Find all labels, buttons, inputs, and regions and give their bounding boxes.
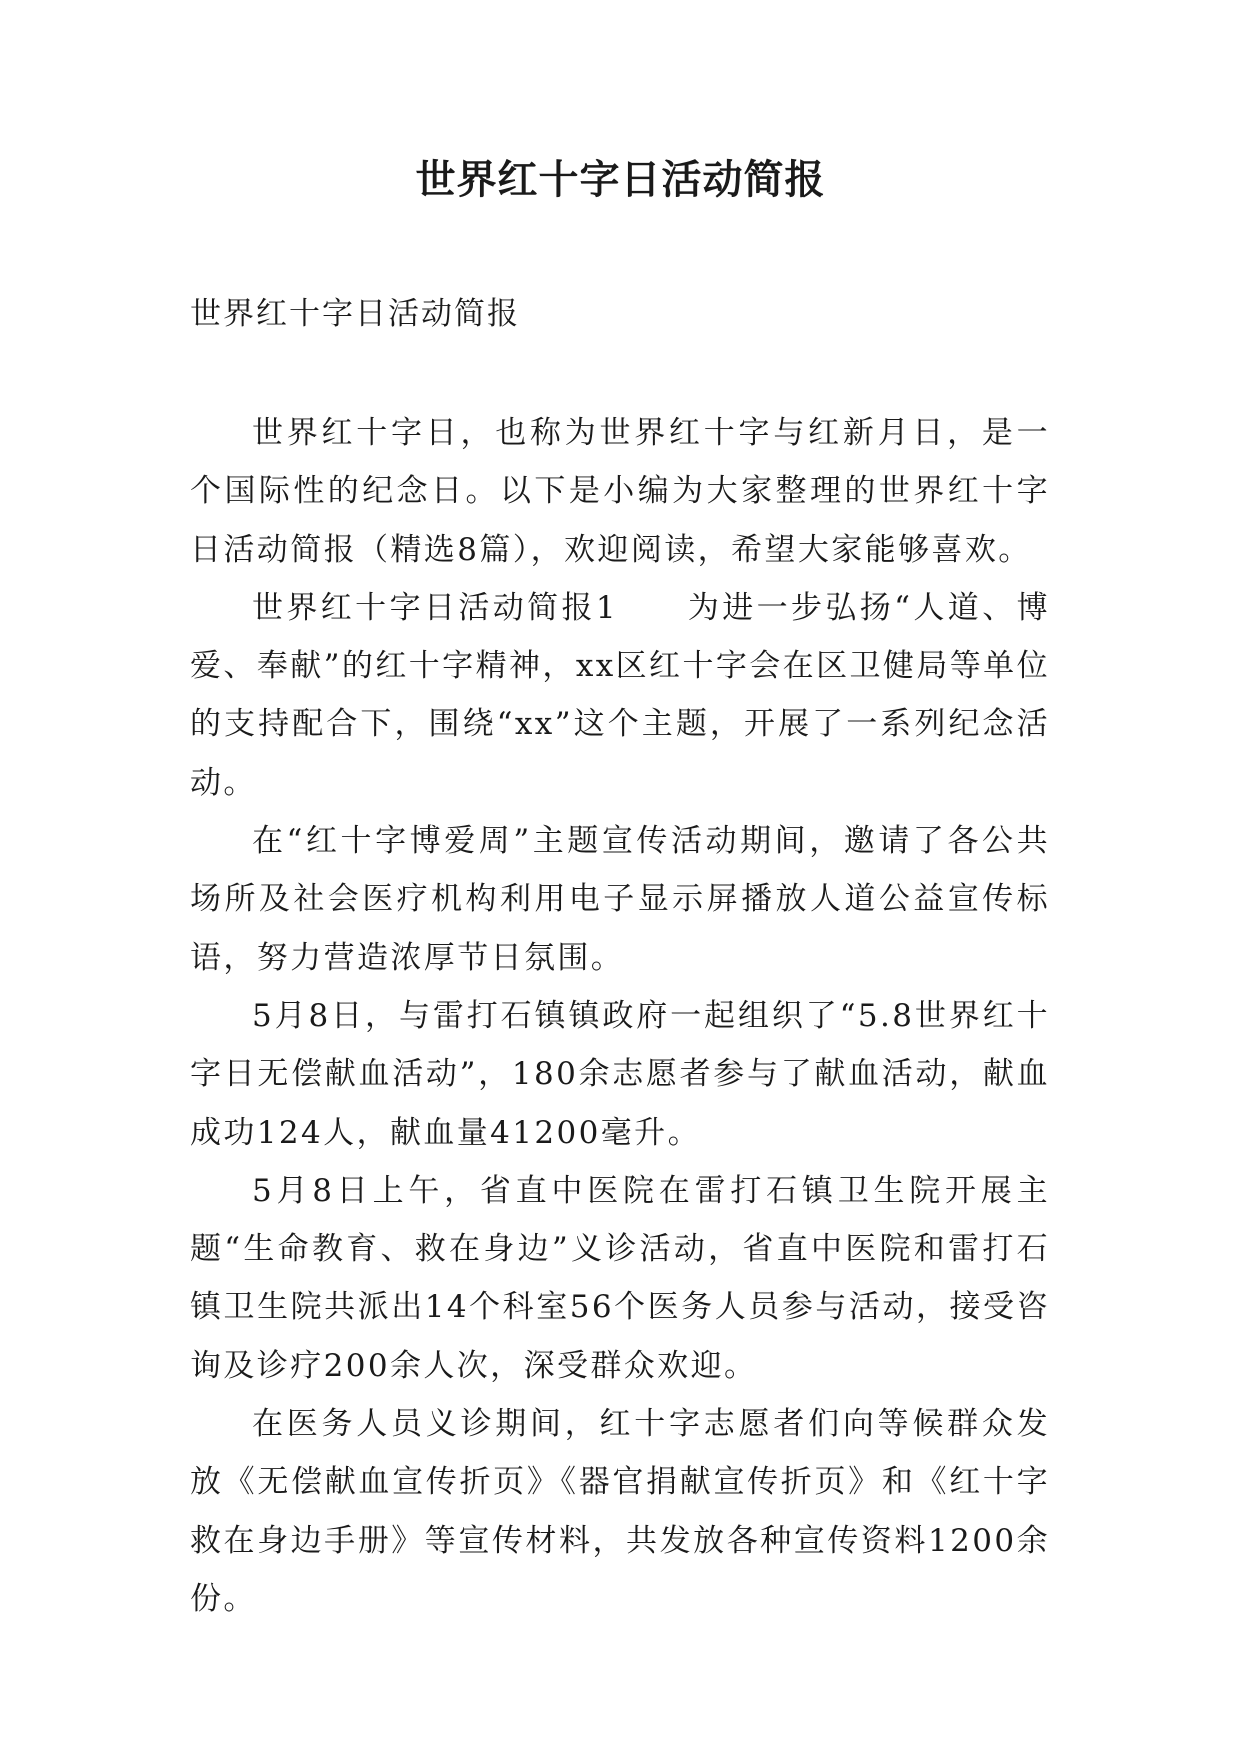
document-body xyxy=(190,404,1050,1628)
paragraph-intro: 世界红十字日，也称为世界红十字与红新月日，是一个国际性的纪念日。以下是小编为大家整理的世界红十字日活动简报（精选8篇），欢迎阅读，希望大家能够喜欢。 xyxy=(190,415,1050,568)
paragraph-free-clinic: 5月8日上午，省直中医院在雷打石镇卫生院开展主题“生命教育、救在身边”义诊活动，省直中医院和雷打石镇卫生院共派出14个科室56个医务人员参与活动，接受咨询及诊疗200余人次，深受群众欢迎。 xyxy=(190,1172,1050,1384)
paragraph-report-1: 世界红十字日活动简报1 为进一步弘扬“人道、博爱、奉献”的红十字精神，xx区红十字会在区卫健局等单位的支持配合下，围绕“xx”这个主题，开展了一系列纪念活动。 xyxy=(190,589,1050,801)
document-title: 世界红十字日活动简报 xyxy=(415,156,826,203)
paragraph-publicity-week: 在“红十字博爱周”主题宣传活动期间，邀请了各公共场所及社会医疗机构利用电子显示屏播放人道公益宣传标语，努力营造浓厚节日氛围。 xyxy=(190,823,1050,976)
paragraph-blood-donation: 5月8日，与雷打石镇镇政府一起组织了“5.8世界红十字日无偿献血活动”，180余志愿者参与了献血活动，献血成功124人，献血量41200毫升。 xyxy=(190,997,1050,1151)
paragraph-materials: 在医务人员义诊期间，红十字志愿者们向等候群众发放《无偿献血宣传折页》《器官捐献宣传折页》和《红十字救在身边手册》等宣传材料，共发放各种宣传资料1200余份。 xyxy=(190,1406,1050,1617)
document-subtitle: 世界红十字日活动简报 xyxy=(190,296,520,332)
